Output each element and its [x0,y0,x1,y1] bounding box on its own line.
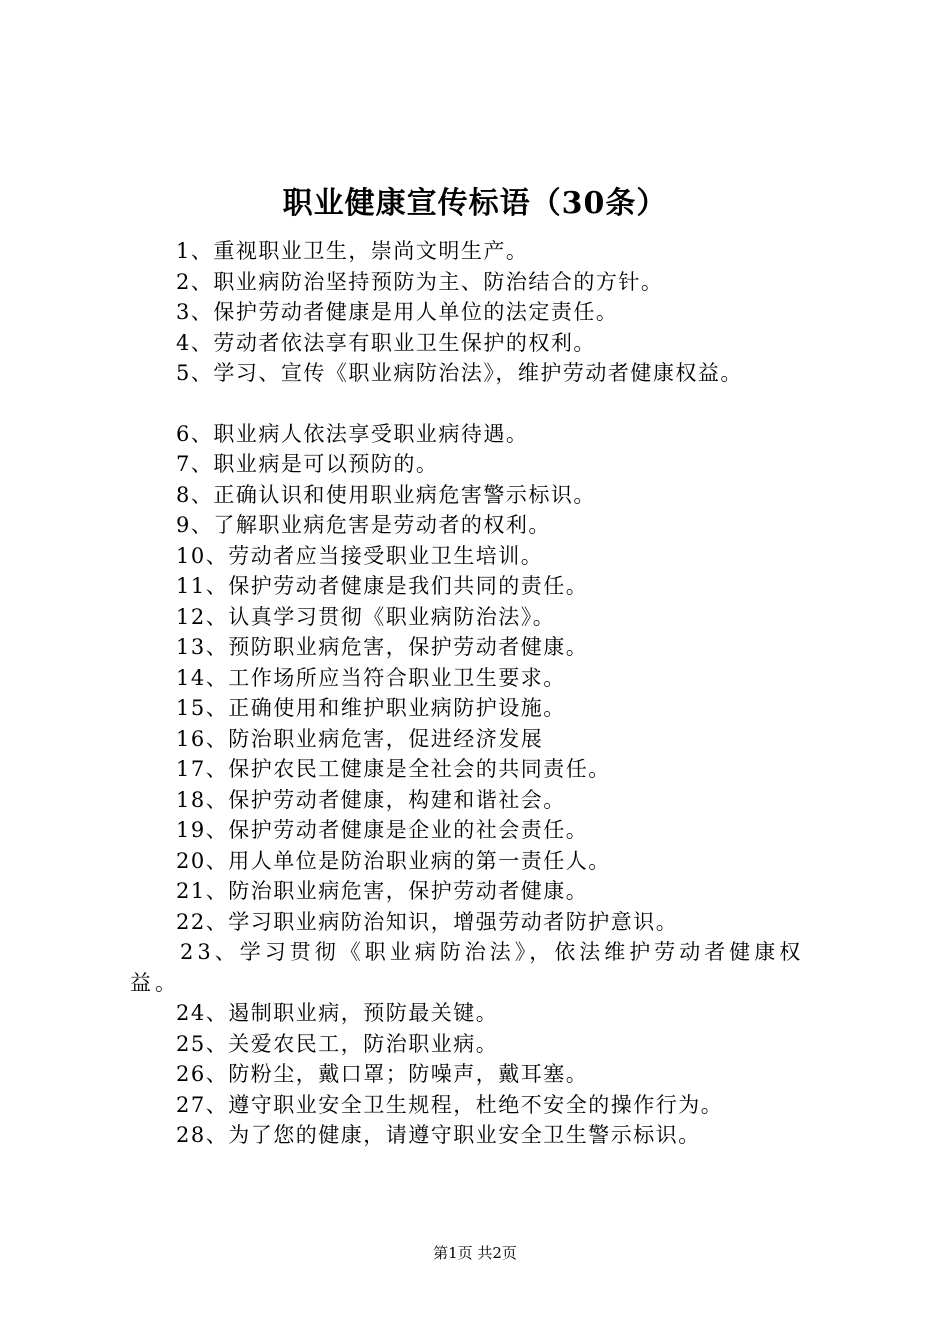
list-item: 18、保护劳动者健康，构建和谐社会。 [176,787,566,812]
slogan-list [130,236,830,1151]
list-item: 2、职业病防治坚持预防为主、防治结合的方针。 [176,269,664,294]
list-item: 9、了解职业病危害是劳动者的权利。 [176,513,551,537]
list-item: 12、认真学习贯彻《职业病防治法》。 [176,604,556,629]
list-item: 13、预防职业病危害，保护劳动者健康。 [176,635,589,659]
list-item: 22、学习职业病防治知识，增强劳动者防护意识。 [176,909,679,934]
document-title: 职业健康宣传标语（30条） [282,186,668,221]
list-item: 1、重视职业卫生，崇尚文明生产。 [176,239,529,263]
list-item: 10、劳动者应当接受职业卫生培训。 [176,543,544,568]
list-item: 24、遏制职业病，预防最关键。 [176,1001,499,1025]
list-item: 19、保护劳动者健康是企业的社会责任。 [176,818,589,842]
list-item: 3、保护劳动者健康是用人单位的法定责任。 [176,300,619,324]
list-item: 28、为了您的健康，请遵守职业安全卫生警示标识。 [176,1123,701,1147]
list-item: 26、防粉尘，戴口罩；防噪声，戴耳塞。 [176,1062,589,1086]
list-item: 14、工作场所应当符合职业卫生要求。 [176,665,566,690]
list-item: 23、学习贯彻《职业病防治法》，依法维护劳动者健康权益。 [130,940,805,995]
list-item: 27、遵守职业安全卫生规程，杜绝不安全的操作行为。 [176,1092,724,1117]
list-item: 8、正确认识和使用职业病危害警示标识。 [176,482,596,507]
list-item: 7、职业病是可以预防的。 [176,452,439,476]
list-item: 16、防治职业病危害，促进经济发展 [176,726,544,751]
list-item: 21、防治职业病危害，保护劳动者健康。 [176,879,589,903]
list-item: 17、保护农民工健康是全社会的共同责任。 [176,757,611,781]
list-item: 5、学习、宣传《职业病防治法》，维护劳动者健康权益。 [176,361,743,385]
page-number-footer: 第1页 共2页 [433,1244,517,1262]
list-item: 6、职业病人依法享受职业病待遇。 [176,421,529,446]
list-item: 11、保护劳动者健康是我们共同的责任。 [176,574,589,598]
list-item: 4、劳动者依法享有职业卫生保护的权利。 [176,330,596,355]
list-item: 15、正确使用和维护职业病防护设施。 [176,696,566,720]
list-item: 20、用人单位是防治职业病的第一责任人。 [176,848,611,873]
list-item: 25、关爱农民工，防治职业病。 [176,1031,499,1056]
